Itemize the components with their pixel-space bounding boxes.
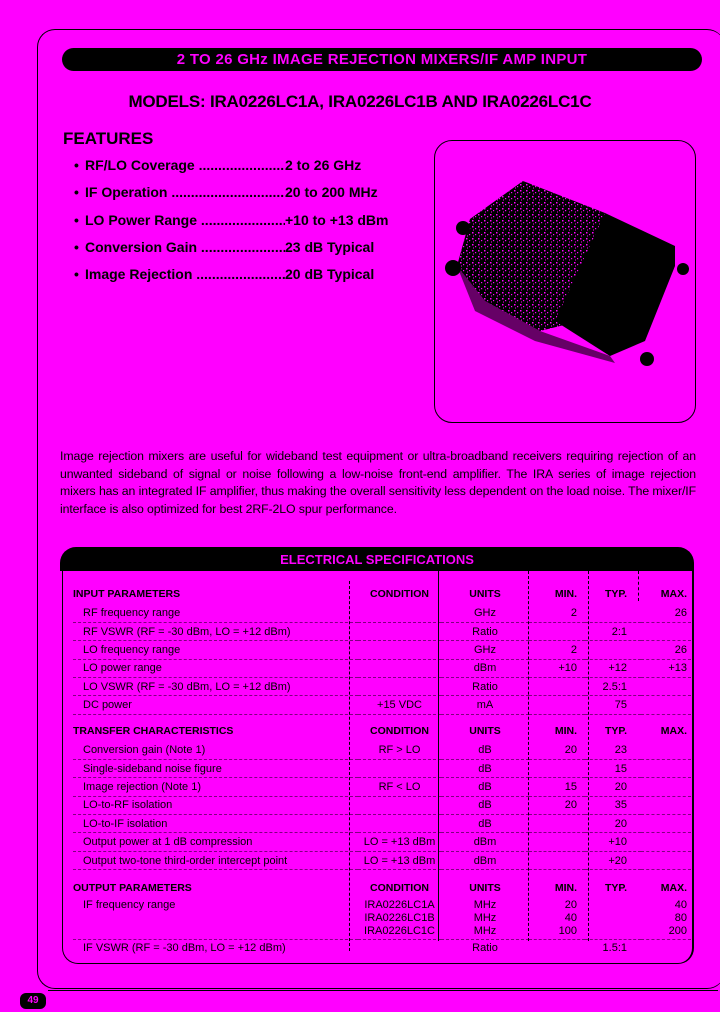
max-cell: +13: [641, 659, 691, 677]
typ-cell: 20: [585, 778, 641, 796]
param-cell: [73, 924, 358, 939]
param-cell: Output two-tone third-order intercept point: [73, 851, 358, 869]
condition-cell: RF > LO: [358, 741, 441, 759]
table-row: [73, 759, 691, 777]
units-cell: MHz: [473, 898, 497, 911]
min-cell: 2: [529, 604, 585, 622]
min-cell: [529, 622, 585, 640]
max-cell: [641, 851, 691, 869]
max-cell: [641, 759, 691, 777]
feature-label: Conversion Gain .....: [85, 239, 285, 266]
typ-cell: +20: [585, 851, 641, 869]
units-cell: mA: [441, 696, 529, 714]
table-row: [73, 778, 691, 796]
features-list: [74, 157, 389, 293]
max-cell: [641, 622, 691, 640]
section-header-row: [73, 878, 691, 898]
max-cell: 26: [641, 641, 691, 659]
product-description: Image rejection mixers are useful for wideband test equipment or ultra-broadband receivers requiring rejection of an unwanted sideband of signal or noise following a low-noise front-end amplifier. The IRA series of image rejection mixers has an integrated IF amplifier, thus making the overall sensitivity less dependent on the load noise. The mixer/IF interface is also optimized for best 2RF-2LO spur performance.: [60, 449, 696, 516]
table-row: [73, 924, 691, 939]
features-heading: FEATURES: [63, 129, 154, 148]
table-row: [73, 796, 691, 814]
typ-cell: [585, 924, 641, 939]
max-cell: [641, 678, 691, 696]
col-min: MIN.: [554, 882, 577, 894]
col-units: UNITS: [469, 725, 501, 737]
mixer-module-image: [435, 141, 697, 424]
table-row: [73, 939, 691, 957]
typ-cell: +12: [585, 659, 641, 677]
condition-cell: LO = +13 dBm: [358, 851, 441, 869]
input-parameters-table: [73, 584, 691, 715]
feature-value: 2 to 26 GHz: [285, 157, 362, 173]
param-cell: LO frequency range: [73, 641, 358, 659]
col-min: MIN.: [554, 725, 577, 737]
typ-cell: 75: [585, 696, 641, 714]
param-cell: LO-to-IF isolation: [73, 815, 358, 833]
feature-item: [74, 212, 389, 239]
condition-cell: RF < LO: [358, 778, 441, 796]
condition-cell: [358, 815, 441, 833]
min-cell: [529, 939, 585, 957]
param-cell: RF frequency range: [73, 604, 358, 622]
min-cell: 2: [529, 641, 585, 659]
typ-cell: 15: [585, 759, 641, 777]
col-max: MAX.: [660, 882, 687, 894]
typ-cell: 23: [585, 741, 641, 759]
min-cell: [529, 696, 585, 714]
max-cell: [641, 741, 691, 759]
table-row: [73, 911, 691, 924]
col-min: MIN.: [554, 588, 577, 600]
typ-cell: +10: [585, 833, 641, 851]
max-cell: 80: [674, 911, 687, 924]
bullet-icon: •: [74, 184, 79, 201]
col-typ: TYP.: [605, 725, 627, 737]
col-typ: TYP.: [605, 882, 627, 894]
condition-cell: [358, 659, 441, 677]
param-cell: Image rejection (Note 1): [73, 778, 358, 796]
max-cell: [641, 815, 691, 833]
param-cell: RF VSWR (RF = -30 dBm, LO = +12 dBm): [73, 622, 358, 640]
table-row: [73, 641, 691, 659]
table-row: [73, 898, 691, 911]
param-cell: Single-sideband noise figure: [73, 759, 358, 777]
param-cell: Conversion gain (Note 1): [73, 741, 358, 759]
feature-value: 23 dB Typical: [285, 238, 375, 255]
feature-item: [74, 184, 389, 211]
param-cell: LO-to-RF isolation: [73, 796, 358, 814]
condition-cell: [358, 604, 441, 622]
col-max: MAX.: [660, 725, 687, 737]
max-cell: [641, 778, 691, 796]
typ-cell: [585, 604, 641, 622]
max-cell: 200: [641, 924, 691, 939]
min-cell: 15: [529, 778, 585, 796]
condition-cell: IRA0226LC1B: [364, 911, 435, 924]
min-cell: [529, 759, 585, 777]
col-units: UNITS: [469, 882, 501, 894]
units-cell: dB: [441, 741, 529, 759]
units-cell: dBm: [441, 851, 529, 869]
typ-cell: 2:1: [585, 622, 641, 640]
bullet-icon: •: [74, 211, 79, 228]
section-header-row: [73, 584, 691, 604]
condition-cell: LO = +13 dBm: [358, 833, 441, 851]
max-cell: 26: [641, 604, 691, 622]
feature-item: [74, 239, 389, 266]
condition-cell: [358, 622, 441, 640]
col-max: MAX.: [660, 588, 687, 600]
units-cell: dBm: [441, 659, 529, 677]
page-number-badge: 49: [20, 993, 46, 1009]
output-parameters-table: [73, 878, 691, 957]
bullet-icon: •: [74, 266, 79, 283]
bullet-icon: •: [74, 238, 79, 255]
table-row: [73, 622, 691, 640]
footer-rule: [48, 990, 718, 991]
condition-cell: [358, 678, 441, 696]
param-cell: LO power range: [73, 659, 358, 677]
min-cell: [529, 851, 585, 869]
feature-value: 20 to 200 MHz: [285, 184, 378, 201]
section-title: OUTPUT PARAMETERS: [73, 882, 192, 894]
col-condition: CONDITION: [370, 588, 429, 600]
units-cell: GHz: [441, 604, 529, 622]
max-cell: [641, 696, 691, 714]
table-row: [73, 659, 691, 677]
min-cell: 20: [529, 796, 585, 814]
section-title: INPUT PARAMETERS: [73, 588, 181, 600]
param-cell: LO VSWR (RF = -30 dBm, LO = +12 dBm): [73, 678, 358, 696]
condition-cell: [358, 796, 441, 814]
feature-item: [74, 266, 389, 293]
param-cell: [73, 911, 358, 924]
units-cell: dB: [441, 759, 529, 777]
min-cell: 20: [529, 741, 585, 759]
col-condition: CONDITION: [370, 882, 429, 894]
condition-cell: IRA0226LC1A: [364, 898, 435, 911]
specs-table-frame: [62, 571, 694, 964]
table-row: [73, 696, 691, 714]
units-cell: dB: [441, 815, 529, 833]
section-header-row: [73, 721, 691, 741]
param-cell: IF VSWR (RF = -30 dBm, LO = +12 dBm): [83, 942, 286, 955]
units-cell: MHz: [473, 911, 497, 924]
units-cell: Ratio: [441, 678, 529, 696]
units-cell: dB: [441, 796, 529, 814]
max-cell: [641, 833, 691, 851]
max-cell: [641, 796, 691, 814]
param-cell: DC power: [73, 696, 358, 714]
page-title-banner: 2 TO 26 GHz IMAGE REJECTION MIXERS/IF AMP INPUT: [62, 48, 702, 71]
table-row: [73, 678, 691, 696]
feature-item: [74, 157, 389, 184]
typ-cell: [585, 911, 641, 924]
min-cell: +10: [529, 659, 585, 677]
min-cell: 40: [564, 911, 577, 924]
units-cell: MHz: [441, 924, 529, 939]
typ-cell: 2.5:1: [585, 678, 641, 696]
models-heading: MODELS: IRA0226LC1A, IRA0226LC1B AND IRA0226LC1C: [128, 92, 592, 111]
typ-cell: 20: [585, 815, 641, 833]
condition-cell: IRA0226LC1C: [358, 924, 441, 939]
bullet-icon: •: [74, 157, 79, 173]
transfer-characteristics-table: [73, 721, 691, 870]
feature-label: LO Power Range .....: [85, 212, 285, 239]
units-cell: Ratio: [441, 622, 529, 640]
units-cell: dBm: [441, 833, 529, 851]
condition-cell: [358, 641, 441, 659]
feature-value: +10 to +13 dBm: [285, 211, 389, 228]
table-row: [73, 815, 691, 833]
condition-cell: +15 VDC: [358, 696, 441, 714]
typ-cell: [585, 641, 641, 659]
section-title: TRANSFER CHARACTERISTICS: [73, 725, 234, 737]
units-cell: Ratio: [472, 942, 498, 955]
units-cell: dB: [441, 778, 529, 796]
electrical-specifications-panel: [60, 547, 694, 967]
feature-label: IF Operation .....: [85, 184, 285, 211]
param-cell: Output power at 1 dB compression: [73, 833, 358, 851]
table-row: [73, 851, 691, 869]
condition-cell: [358, 939, 441, 957]
min-cell: 100: [529, 924, 585, 939]
product-photo: [434, 140, 696, 423]
typ-cell: 1.5:1: [602, 942, 627, 955]
min-cell: [529, 815, 585, 833]
col-condition: CONDITION: [370, 725, 429, 737]
feature-value: 20 dB Typical: [285, 266, 375, 283]
min-cell: 20: [564, 898, 577, 911]
table-row: [73, 741, 691, 759]
min-cell: [529, 678, 585, 696]
feature-label: RF/LO Coverage .....: [85, 157, 285, 184]
max-cell: 40: [674, 898, 687, 911]
col-typ: TYP.: [605, 588, 627, 600]
units-cell: GHz: [441, 641, 529, 659]
typ-cell: [585, 898, 641, 911]
table-row: [73, 833, 691, 851]
min-cell: [529, 833, 585, 851]
param-cell: IF frequency range: [83, 898, 176, 911]
typ-cell: 35: [585, 796, 641, 814]
feature-label: Image Rejection .....: [85, 266, 285, 293]
specs-heading: ELECTRICAL SPECIFICATIONS: [60, 547, 694, 571]
col-units: UNITS: [469, 588, 501, 600]
table-row: [73, 604, 691, 622]
max-cell: [641, 939, 691, 957]
condition-cell: [358, 759, 441, 777]
